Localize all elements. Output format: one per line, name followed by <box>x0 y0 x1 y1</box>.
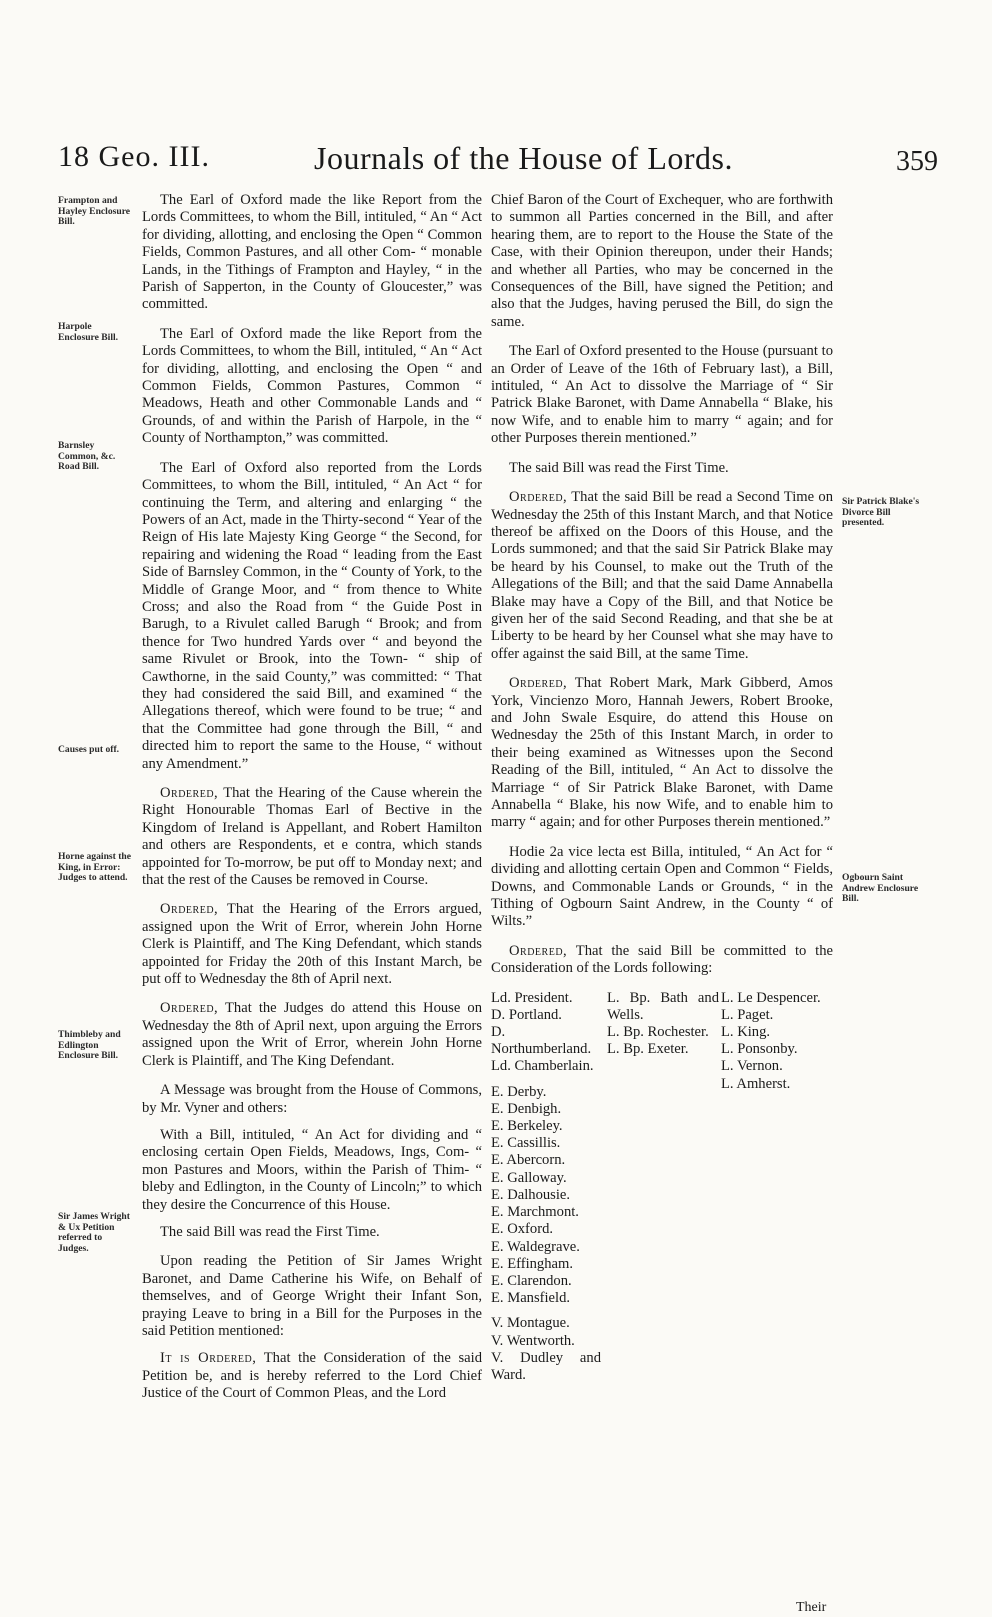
lord-entry: L. Vernon. <box>721 1058 783 1075</box>
paragraph-harpole-report: The Earl of Oxford made the like Report from the Lords Committees, to whom the Bill, intituled, “ An “ Act for dividing, allotting, and enclosing the Open “ and Common Fields, Common Pastures, Common “ Meadows, Heath and other Commonable Lands and “ Grounds, of and within the Parish of Harpole, in the “ County of Northampton,” was committed. <box>142 325 482 447</box>
session-title: 18 Geo. III. <box>58 140 210 173</box>
lord-entry: E. Berkeley. <box>491 1118 563 1135</box>
margin-note-horne: Horne against the King, in Error: Judges to attend. <box>58 851 132 884</box>
lord-entry: L. Bp. Rochester. <box>607 1024 709 1041</box>
lord-entry: E. Marchmont. <box>491 1204 579 1221</box>
paragraph-frampton-report: The Earl of Oxford made the like Report from the Lords Committees, to whom the Bill, intituled, “ An “ Act for dividing, allotting, and enclosing the Open “ Common Fields, Common Pastures, and all other Com- “ monable Lands, in the Tithings of Frampton and Hayley, “ in the Parish of Sapperton, in the County of Gloucester,” was committed. <box>142 192 482 313</box>
order-text: That the Judges do attend this House on Wednesday the 8th of April next, upon arguing the Errors assigned upon the Writ of Error, wherein John Horne Clerk is Plaintiff, and The King Defendant. <box>142 1000 482 1069</box>
lord-entry: L. Bp. Exeter. <box>607 1041 689 1058</box>
paragraph-wright-order <box>142 1350 482 1402</box>
lord-entry: V. Dudley and Ward. <box>491 1349 601 1383</box>
lords-committee-list <box>491 989 833 1383</box>
lord-entry: E. Cassillis. <box>491 1135 561 1152</box>
lords-list-column-1 <box>491 990 601 1384</box>
lord-entry: L. King. <box>721 1024 771 1041</box>
ordered-lead: Ordered, <box>509 489 568 506</box>
margin-note-thimbleby: Thimbleby and Edlington Enclosure Bill. <box>58 1029 121 1062</box>
paragraph-blake-first-reading: The said Bill was read the First Time. <box>509 459 729 476</box>
margin-note-harpole: Harpole Enclosure Bill. <box>58 321 119 343</box>
lord-entry: E. Oxford. <box>491 1221 554 1238</box>
lords-list-column-3 <box>721 990 831 1093</box>
left-column <box>142 192 482 1415</box>
lord-entry: E. Clarendon. <box>491 1272 572 1289</box>
lord-entry: E. Derby. <box>491 1083 547 1100</box>
margin-note-blake: Sir Patrick Blake's Divorce Bill presented. <box>842 496 920 529</box>
ordered-lead: It is Ordered, <box>160 1350 257 1367</box>
order-text: That the said Bill be read a Second Time on Wednesday the 25th of this Instant March, and that Notice thereof be affixed on the Doors of this House, and the Lords summoned; and that the said Sir Patrick Blake may be heard by his Counsel, to make out the Truth of the Allegations of the Bill; and that the said Dame Annabella Blake may have a Copy of the Bill, and that Notice be given her of the said Second Reading, and that she be at Liberty to be heard by her Counsel what she may have to offer against the said Bill, at the same Time. <box>491 489 833 662</box>
lord-entry: Ld. Chamberlain. <box>491 1058 594 1075</box>
margin-note-wright: Sir James Wright & Ux Petition referred to Judges. <box>58 1211 130 1254</box>
page-number: 359 <box>896 146 938 177</box>
lord-entry: E. Abercorn. <box>491 1152 566 1169</box>
lord-entry: E. Galloway. <box>491 1169 567 1186</box>
lord-entry: Ld. President. <box>491 989 573 1006</box>
lord-entry: E. Mansfield. <box>491 1290 571 1307</box>
paragraph-wright-petition: Upon reading the Petition of Sir James Wright Baronet, and Dame Catherine his Wife, on Behalf of themselves, and of George Wright their Infant Son, praying Leave to bring in a Bill for the Purposes in the said Petition mentioned: <box>142 1253 482 1339</box>
order-text: That the Consideration of the said Petition be, and is hereby referred to the Lord Chief Justice of the Court of Common Pleas, and the Lord <box>142 1350 482 1402</box>
lord-entry: V. Montague. <box>491 1315 570 1332</box>
paragraph-ogbourn-reading: Hodie 2a vice lecta est Billa, intituled, “ An Act for “ dividing and allotting certain Open and Common “ Fields, Downs, and Commonable Lands or Grounds, “ in the Tithing of Ogbourn Saint Andrew, in the County “ of Wilts.” <box>491 843 833 930</box>
catchword: Their <box>796 1600 827 1615</box>
lord-entry: E. Denbigh. <box>491 1100 562 1117</box>
order-text: That Robert Mark, Mark Gibberd, Amos York, Vincienzo Moro, Hannah Jewers, Robert Brooke, and John Swale Esquire, do attend this House on Wednesday the 25th of this Instant March, in order to their being examined as Witnesses upon the Second Reading of the Bill, intituled, “ An Act to dissolve the Marriage “ of Sir Patrick Blake Baronet, with Dame Annabella “ Blake, his now Wife, and to enable him to marry “ again; and for other Purposes therein mentioned.” <box>491 675 833 831</box>
lord-entry: L. Le Despencer. <box>721 989 821 1006</box>
lord-entry: L. Paget. <box>721 1006 774 1023</box>
ordered-lead: Ordered, <box>160 785 219 801</box>
paragraph-continuation: Chief Baron of the Court of Exchequer, who are forthwith to summon all Parties concerned in the Bill, and after hearing them, are to report to the House the State of the Case, with their Opinion thereupon, under their Hands; and whether all Parties, who may be concerned in the Consequences of the Bill, have signed the Petition; and also that the Judges, having perused the Bill, do sign the same. <box>491 192 833 330</box>
paragraph-judges-order <box>142 1000 482 1070</box>
paragraph-blake-bill: The Earl of Oxford presented to the House (pursuant to an Order of Leave of the 16th of February last), a Bill, intituled, “ An Act to dissolve the Marriage of “ Sir Patrick Blake Baronet, with Dame Annabella “ Blake, his now Wife, and to enable him to marry “ again; and for other Purposes therein mentioned.” <box>491 343 833 447</box>
right-column <box>491 192 833 1383</box>
paragraph-commons-message: A Message was brought from the House of Commons, by Mr. Vyner and others: <box>142 1082 482 1116</box>
lord-entry: L. Bp. Bath and Wells. <box>607 989 719 1023</box>
ordered-lead: Ordered, <box>160 1000 219 1017</box>
paragraph-thimbleby-bill: With a Bill, intituled, “ An Act for dividing and “ enclosing certain Open Fields, Meadows, Ings, Com- “ mon Pastures and Moors, within the Parish of Thim- “ bleby and Edlington, in the County of Lincoln;” to which they desire the Concurrence of this House. <box>142 1126 482 1213</box>
lord-entry: E. Waldegrave. <box>491 1238 580 1255</box>
paragraph-first-reading: The said Bill was read the First Time. <box>160 1223 380 1240</box>
lord-entry: D. Northumberland. <box>491 1024 592 1058</box>
margin-note-barnsley: Barnsley Common, &c. Road Bill. <box>58 440 116 473</box>
margin-note-frampton: Frampton and Hayley Enclosure Bill. <box>58 195 131 228</box>
lord-entry: L. Ponsonby. <box>721 1041 798 1058</box>
order-text: That the said Bill be committed to the Consideration of the Lords following: <box>491 942 833 977</box>
paragraph-horne-order <box>142 901 482 988</box>
paragraph-barnsley-report: The Earl of Oxford also reported from the Lords Committees, to whom the Bill, intituled, “ An Act “ for continuing the Term, and altering and enlarging “ the Powers of an Act, made in the Thirty-second “ Year of the Reign of His late Majesty King George “ the Second, for repairing and widening the Road “ leading from the East Side of Barnsley Common, in the “ County of York, to the Middle of Grange Moor, and “ from thence to White Cross; and also the Road from “ the Guide Post in Barugh, to a Rivulet called Barugh “ Brook; and from thence for Two hundred Yards over “ and beyond the same Rivulet or Brook, into the Town- “ ship of Cawthorne, in the said County,” was committed: “ That they had considered the said Bill, and examined “ the Allegations thereof, which were found to be true; “ and that the Committee had gone through the Bill, “ and directed him to report the same to the House, “ without any Amendment.” <box>142 459 482 772</box>
lord-entry: E. Dalhousie. <box>491 1186 571 1203</box>
paragraph-committee-order <box>491 943 833 978</box>
order-text: That the Hearing of the Cause wherein the Right Honourable Thomas Earl of Bective in the Kingdom of Ireland is Appellant, and Robert Hamilton and others are Respondents, et e contra, which stands appointed for To-morrow, be put off to Monday next; and that the rest of the Causes be removed in Course. <box>142 785 482 889</box>
lord-entry: V. Wentworth. <box>491 1332 575 1349</box>
page-header <box>58 140 938 184</box>
ordered-lead: Ordered, <box>160 901 219 918</box>
margin-note-causes: Causes put off. <box>58 744 120 755</box>
ordered-lead: Ordered, <box>509 942 568 959</box>
margin-note-ogbourn: Ogbourn Saint Andrew Enclosure Bill. <box>842 872 919 905</box>
paragraph-witnesses-order <box>491 675 833 832</box>
paragraph-causes-order <box>142 785 482 889</box>
paragraph-blake-order <box>491 489 833 663</box>
lords-list-column-2 <box>607 990 719 1059</box>
ordered-lead: Ordered, <box>509 675 568 692</box>
lord-entry: E. Effingham. <box>491 1255 574 1272</box>
lord-entry: D. Portland. <box>491 1006 562 1023</box>
order-text: That the Hearing of the Errors argued, assigned upon the Writ of Error, wherein John Horne Clerk is Plaintiff, and The King Defendant, which stands appointed for Friday the 20th of this Instant March, be put off to Wednesday the 8th of April next. <box>142 901 482 988</box>
journal-title: Journals of the House of Lords. <box>314 140 733 176</box>
lord-entry: L. Amherst. <box>721 1075 791 1092</box>
